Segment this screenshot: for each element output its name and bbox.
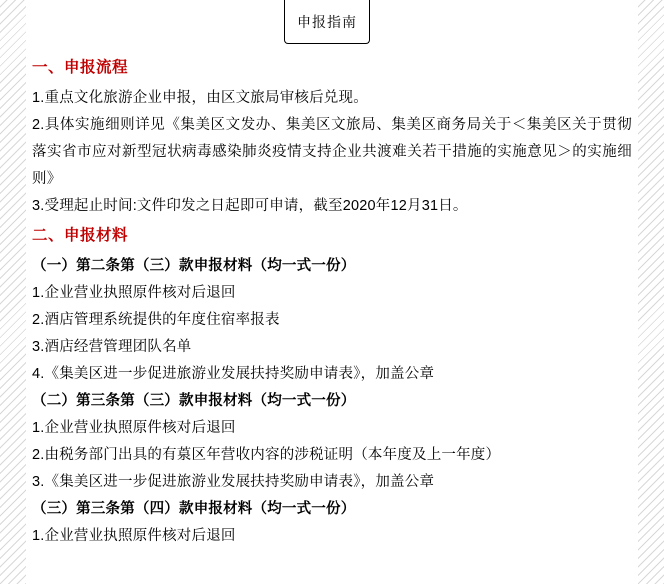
page-title: 申报指南 — [297, 13, 357, 30]
paragraph: 2.由税务部门出具的有葲区年营收内容的涉税证明（本年度及上一年度） — [32, 447, 501, 463]
paragraph: 2.酒店管理系统提供的年度住宿率报表 — [32, 312, 280, 328]
section-heading-declaration-materials: 二、申报材料 — [32, 227, 129, 244]
paragraph: 3.酒店经营管理团队名单 — [32, 339, 192, 355]
paragraph: 1.企业营业执照原件核对后退回 — [32, 528, 236, 544]
subsection-heading: （三）第三条第（四）款申报材料（均一式一份） — [32, 501, 356, 517]
document-title-tab — [284, 0, 370, 44]
paragraph: 2.具体实施细则详见《集美区文发办、集美区文旅局、集美区商务局关于＜集美区关于贯彻落实省市应对新型冠状病毒感染肺炎疫情支持企业共渡难关若干措施的实施意见＞的实施细则》 — [32, 117, 632, 187]
paragraph: 1.企业营业执照原件核对后退回 — [32, 420, 236, 436]
paragraph: 3.《集美区进一步促进旅游业发展扶持奖励申请表》，加盖公章 — [32, 474, 435, 490]
decorative-hatch-left — [0, 0, 26, 584]
document-content — [26, 52, 638, 550]
subsection-heading: （一）第二条第（三）款申报材料（均一式一份） — [32, 258, 356, 274]
subsection-heading: （二）第三条第（三）款申报材料（均一式一份） — [32, 393, 356, 409]
section-heading-declaration-process: 一、申报流程 — [32, 59, 129, 76]
paragraph: 1.企业营业执照原件核对后退回 — [32, 285, 236, 301]
paragraph: 3.受理起止时间:文件印发之日起即可申请，截至2020年12月31日。 — [32, 198, 468, 214]
decorative-hatch-right — [638, 0, 664, 584]
paragraph: 4.《集美区进一步促进旅游业发展扶持奖励申请表》，加盖公章 — [32, 366, 435, 382]
document-page — [26, 0, 638, 584]
paragraph: 1.重点文化旅游企业申报，由区文旅局审核后兑现。 — [32, 90, 368, 106]
